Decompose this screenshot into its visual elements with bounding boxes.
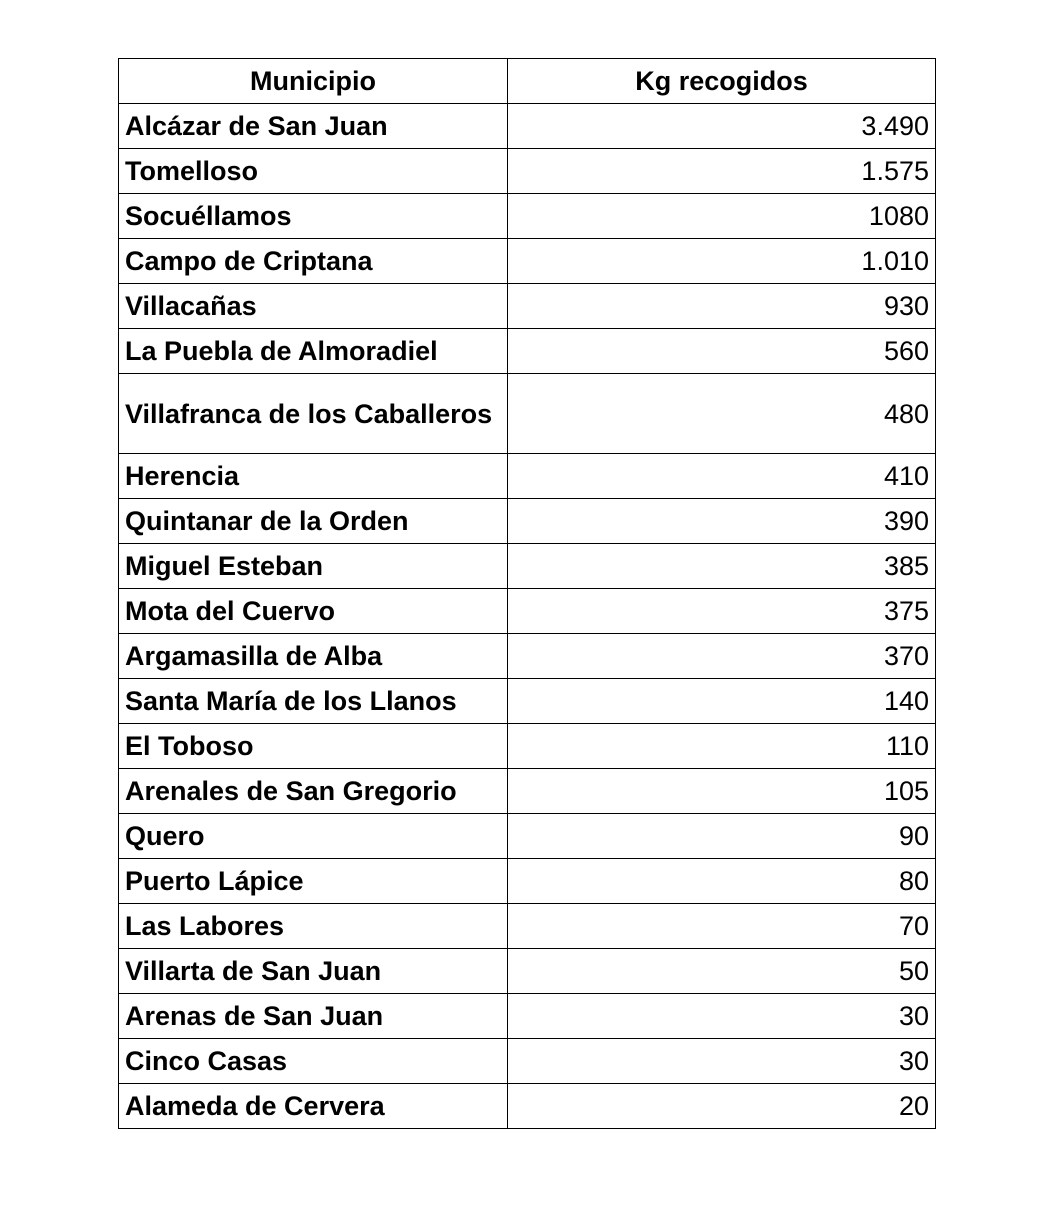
cell-municipio: Quero bbox=[119, 814, 508, 859]
header-municipio: Municipio bbox=[119, 59, 508, 104]
cell-municipio: Arenales de San Gregorio bbox=[119, 769, 508, 814]
cell-kg: 30 bbox=[508, 994, 936, 1039]
cell-municipio: Las Labores bbox=[119, 904, 508, 949]
table-row bbox=[119, 239, 936, 284]
collection-table bbox=[118, 58, 936, 1129]
cell-municipio: La Puebla de Almoradiel bbox=[119, 329, 508, 374]
table-row bbox=[119, 329, 936, 374]
cell-kg: 375 bbox=[508, 589, 936, 634]
cell-kg: 140 bbox=[508, 679, 936, 724]
cell-kg: 50 bbox=[508, 949, 936, 994]
cell-kg: 70 bbox=[508, 904, 936, 949]
cell-kg: 410 bbox=[508, 454, 936, 499]
table-row bbox=[119, 769, 936, 814]
cell-municipio: El Toboso bbox=[119, 724, 508, 769]
cell-kg: 30 bbox=[508, 1039, 936, 1084]
cell-municipio: Miguel Esteban bbox=[119, 544, 508, 589]
table-row bbox=[119, 1084, 936, 1129]
cell-municipio: Argamasilla de Alba bbox=[119, 634, 508, 679]
cell-municipio: Herencia bbox=[119, 454, 508, 499]
cell-municipio: Alameda de Cervera bbox=[119, 1084, 508, 1129]
table-row bbox=[119, 374, 936, 454]
cell-kg: 3.490 bbox=[508, 104, 936, 149]
table-row bbox=[119, 994, 936, 1039]
table-row bbox=[119, 149, 936, 194]
cell-kg: 385 bbox=[508, 544, 936, 589]
cell-kg: 480 bbox=[508, 374, 936, 454]
cell-kg: 105 bbox=[508, 769, 936, 814]
cell-kg: 90 bbox=[508, 814, 936, 859]
cell-municipio: Cinco Casas bbox=[119, 1039, 508, 1084]
cell-kg: 930 bbox=[508, 284, 936, 329]
cell-municipio: Mota del Cuervo bbox=[119, 589, 508, 634]
cell-municipio: Villarta de San Juan bbox=[119, 949, 508, 994]
cell-municipio: Puerto Lápice bbox=[119, 859, 508, 904]
cell-municipio: Villacañas bbox=[119, 284, 508, 329]
cell-municipio: Alcázar de San Juan bbox=[119, 104, 508, 149]
table-row bbox=[119, 724, 936, 769]
cell-kg: 560 bbox=[508, 329, 936, 374]
cell-kg: 390 bbox=[508, 499, 936, 544]
cell-kg: 370 bbox=[508, 634, 936, 679]
cell-municipio: Campo de Criptana bbox=[119, 239, 508, 284]
cell-kg: 1080 bbox=[508, 194, 936, 239]
table-row bbox=[119, 284, 936, 329]
cell-kg: 20 bbox=[508, 1084, 936, 1129]
cell-kg: 80 bbox=[508, 859, 936, 904]
table-row bbox=[119, 544, 936, 589]
cell-kg: 1.010 bbox=[508, 239, 936, 284]
cell-kg: 1.575 bbox=[508, 149, 936, 194]
table-row bbox=[119, 104, 936, 149]
cell-kg: 110 bbox=[508, 724, 936, 769]
table-row bbox=[119, 454, 936, 499]
table-row bbox=[119, 1039, 936, 1084]
cell-municipio: Arenas de San Juan bbox=[119, 994, 508, 1039]
table-row bbox=[119, 859, 936, 904]
header-kg: Kg recogidos bbox=[508, 59, 936, 104]
cell-municipio: Villafranca de los Caballeros bbox=[119, 374, 508, 454]
cell-municipio: Quintanar de la Orden bbox=[119, 499, 508, 544]
table-row bbox=[119, 634, 936, 679]
table-row bbox=[119, 589, 936, 634]
table-row bbox=[119, 814, 936, 859]
table-row bbox=[119, 949, 936, 994]
table-row bbox=[119, 679, 936, 724]
cell-municipio: Socuéllamos bbox=[119, 194, 508, 239]
table-row bbox=[119, 194, 936, 239]
cell-municipio: Santa María de los Llanos bbox=[119, 679, 508, 724]
table-row bbox=[119, 499, 936, 544]
header-row bbox=[119, 59, 936, 104]
table-row bbox=[119, 904, 936, 949]
cell-municipio: Tomelloso bbox=[119, 149, 508, 194]
